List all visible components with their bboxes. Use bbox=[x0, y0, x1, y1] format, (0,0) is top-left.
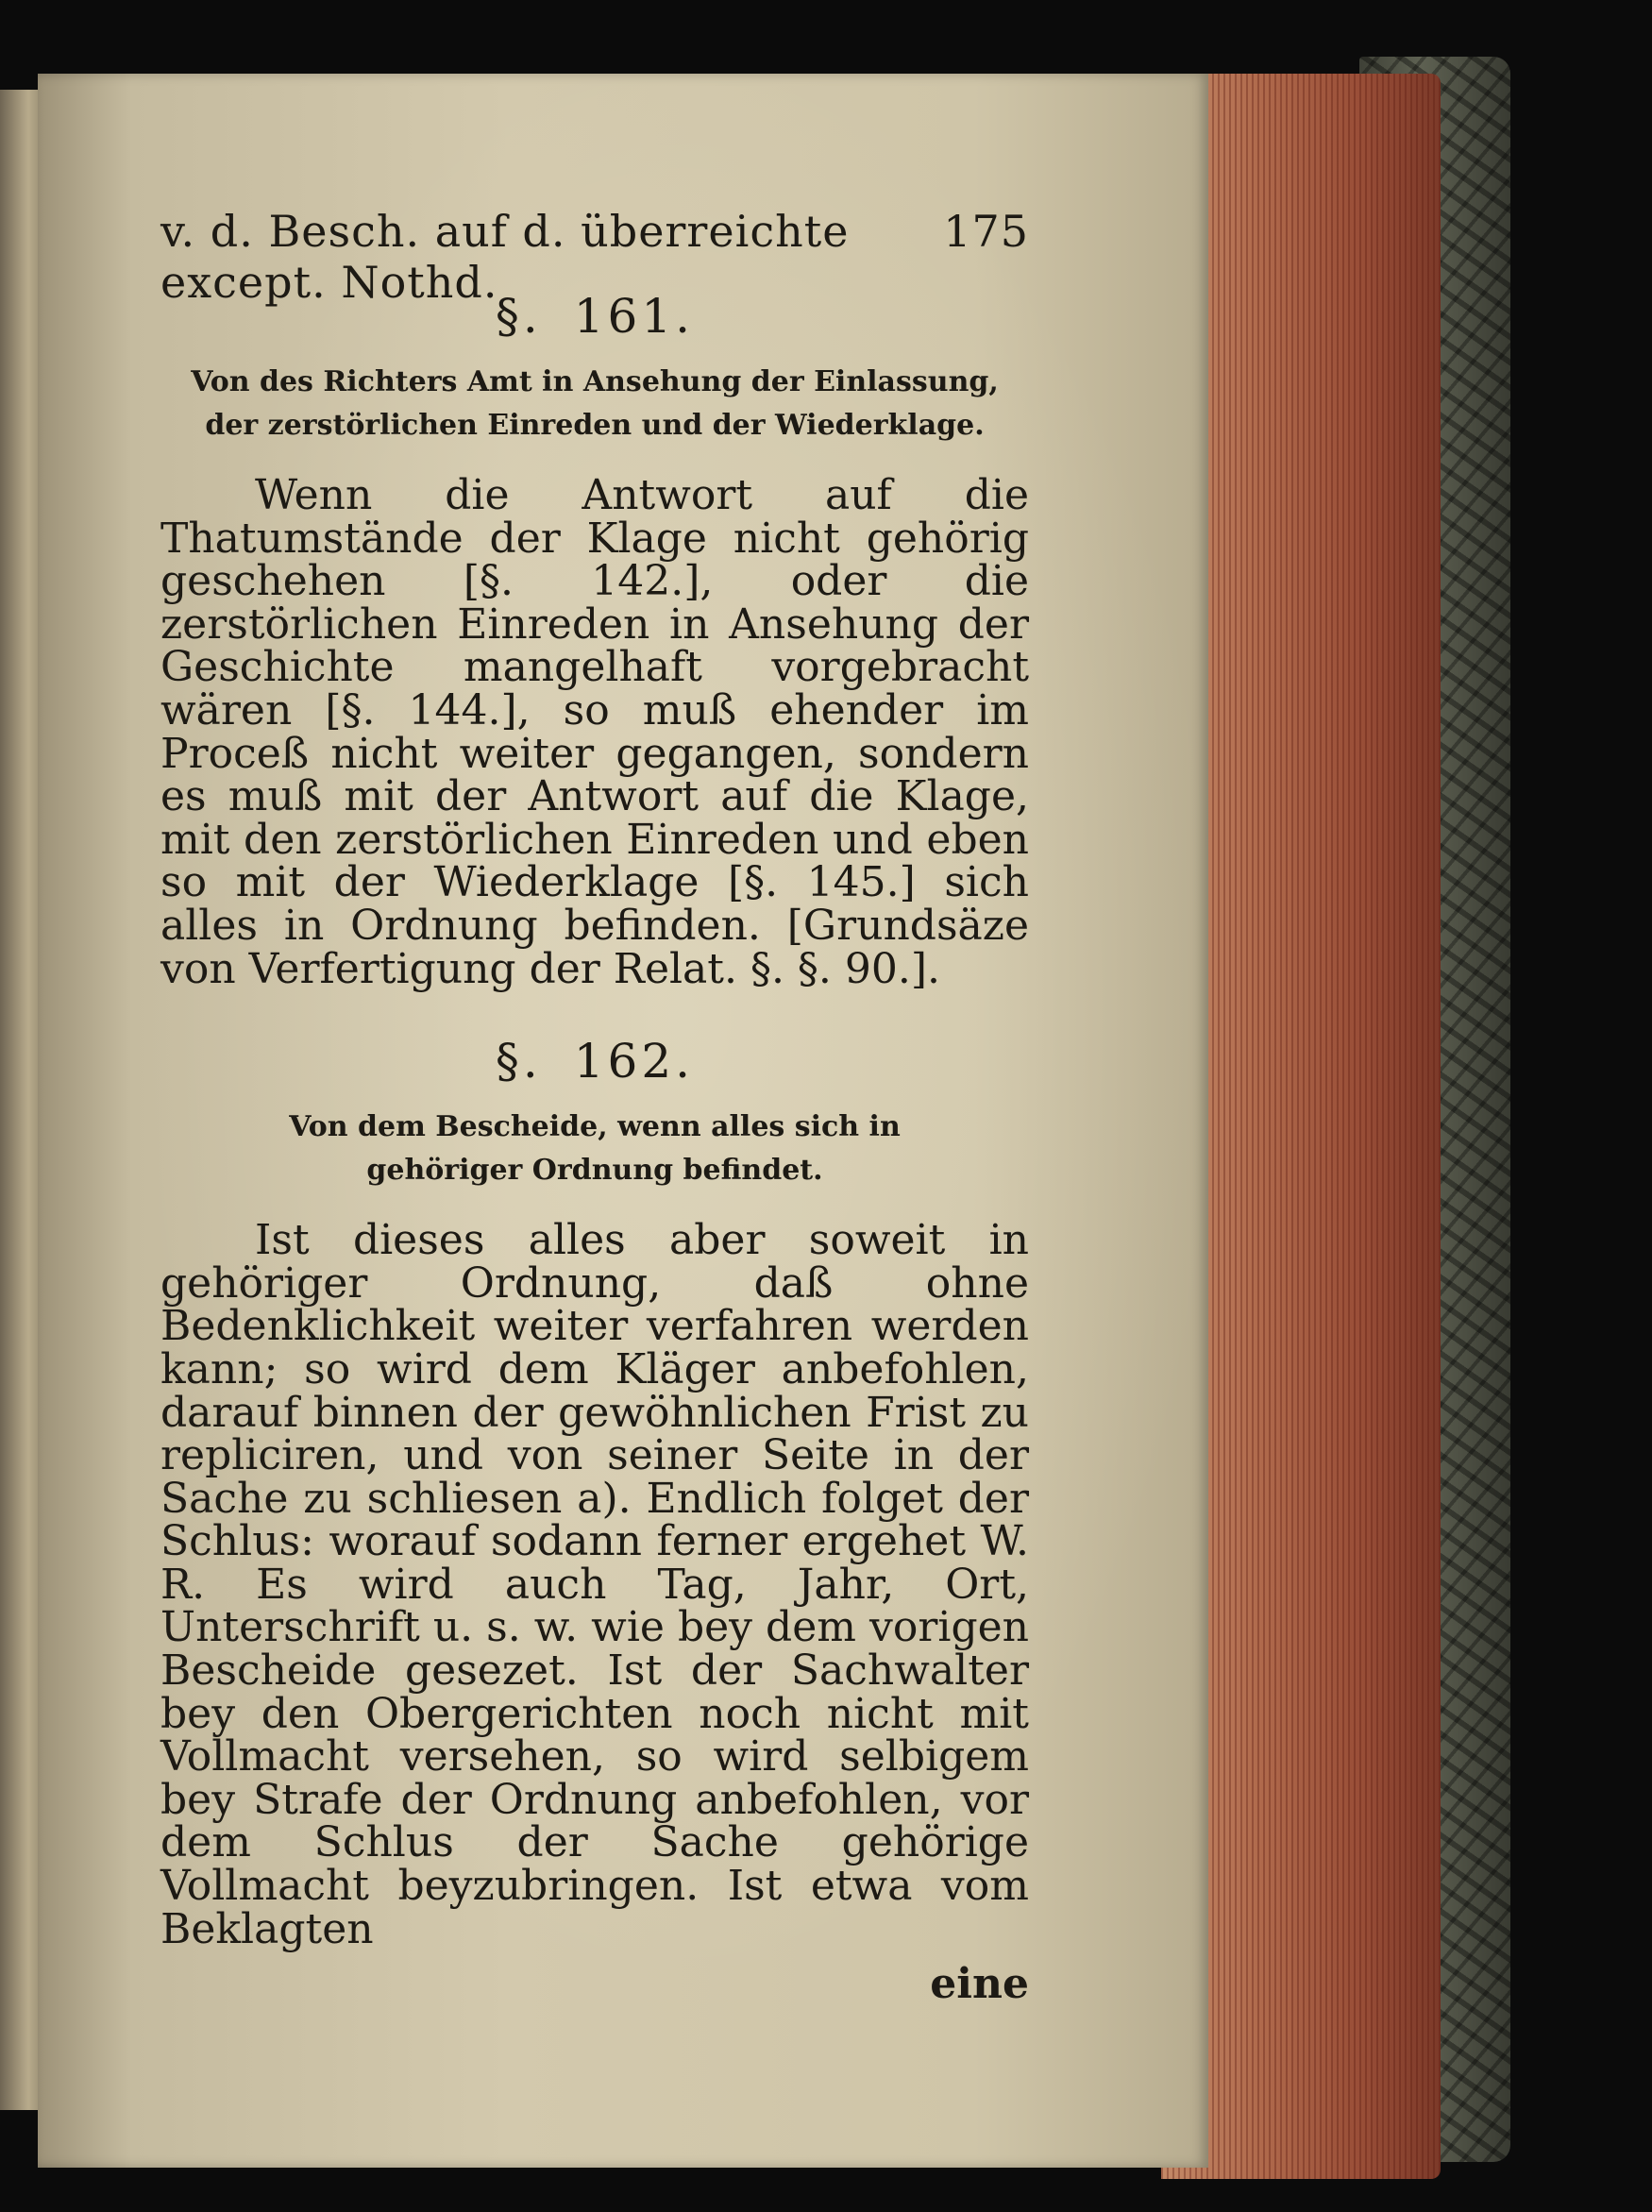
page-number: 175 bbox=[943, 206, 1029, 257]
book-page bbox=[38, 74, 1208, 2168]
paragraph: Ist dieses alles aber soweit in gehöriger Ordnung, daß ohne Bedenklichkeit weiter verfahren werden kann; so wird dem Kläger anbefohlen, darauf binnen der gewöhnlichen Frist zu repliciren, und von seiner Seite in der Sache zu schliesen a). Endlich folget der Schlus: worauf sodann ferner ergehet W. R. Es wird auch Tag, Jahr, Ort, Unterschrift u. s. w. wie bey dem vorigen Bescheide gesezet. Ist der Sachwalter bey den Obergerichten noch nicht mit Vollmacht versehen, so wird selbigem bey Strafe der Ordnung anbefohlen, vor dem Schlus der Sache gehörige Vollmacht beyzubringen. Ist etwa vom Beklagten bbox=[160, 1216, 1029, 1953]
paragraph: Wenn die Antwort auf die Thatumstände der Klage nicht gehörig geschehen [§. 142.], oder die zerstörlichen Einreden in Ansehung der Geschichte mangelhaft vorgebracht wären [§. 144.], so muß ehender im Proceß nicht weiter gegangen, sondern es muß mit der Antwort auf die Klage, mit den zerstörlichen Einreden und eben so mit der Wiederklage [§. 145.] sich alles in Ordnung befinden. [Grundsäze von Verfertigung der Relat. §. §. 90.]. bbox=[160, 471, 1029, 993]
section-heading-162 bbox=[160, 1034, 1029, 1100]
section-symbol: §. bbox=[495, 1034, 542, 1089]
section-number: 162. bbox=[573, 1034, 695, 1089]
section-symbol: §. bbox=[495, 289, 542, 344]
running-head-title: v. d. Besch. auf d. überreichte except. Nothd. bbox=[160, 206, 850, 308]
text-block bbox=[160, 206, 1029, 2008]
section-number: 161. bbox=[573, 289, 695, 344]
section-summary: Von dem Bescheide, wenn alles sich in gehöriger Ordnung befindet. bbox=[289, 1110, 901, 1188]
section-body bbox=[160, 1216, 1029, 1953]
catchword: eine bbox=[930, 1960, 1029, 2009]
section-body bbox=[160, 471, 1029, 993]
running-head bbox=[160, 206, 1029, 308]
section-summary: Von des Richters Amt in Ansehung der Einlassung, der zerstörlichen Einreden und der Wiederklage. bbox=[191, 365, 999, 442]
